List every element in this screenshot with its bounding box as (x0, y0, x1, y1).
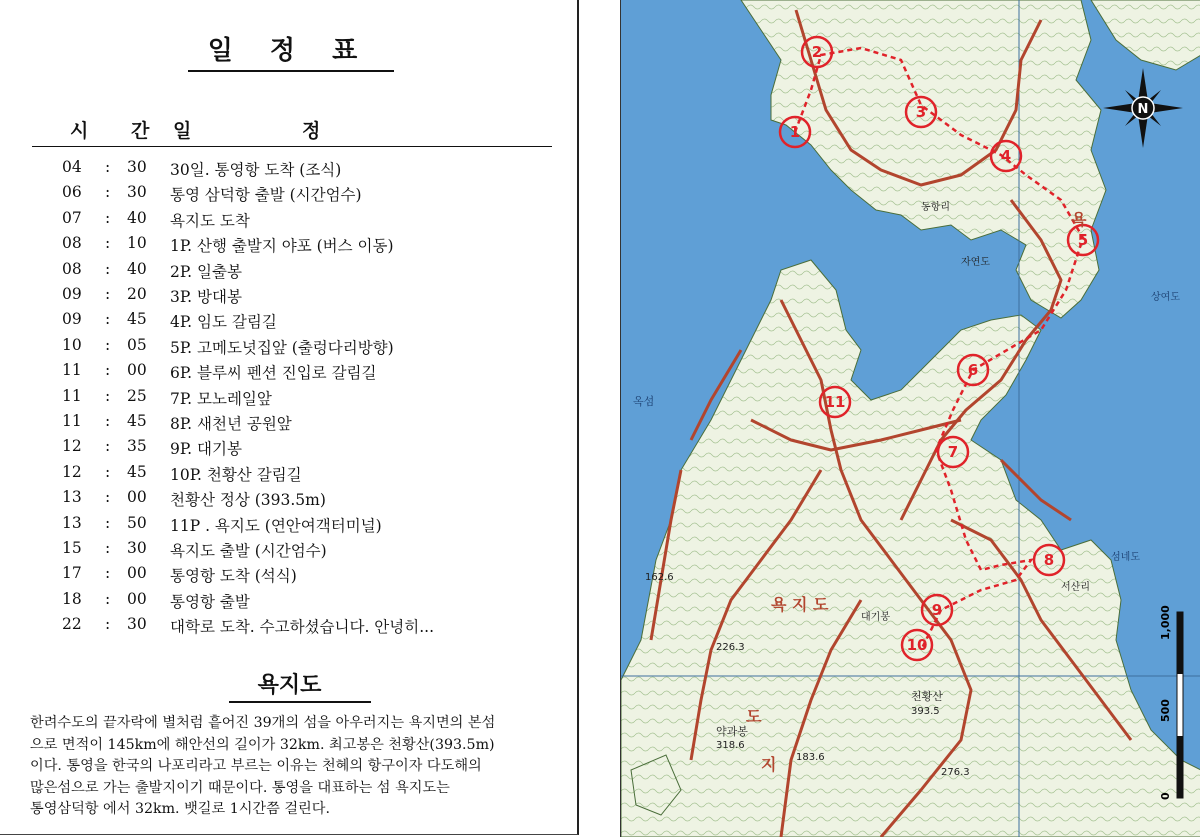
schedule-row (0, 539, 579, 564)
place-label: 천황산 (911, 690, 943, 703)
checkpoint-label: 1 (789, 123, 801, 141)
place-label: 섬네도 (1111, 552, 1140, 563)
schedule-hour: 09 (62, 310, 82, 329)
schedule-minute: 30 (127, 615, 147, 634)
place-label: 옥섬 (633, 395, 655, 408)
place-label: 대기봉 (861, 612, 890, 623)
schedule-hour: 06 (62, 183, 82, 202)
schedule-minute: 30 (127, 539, 147, 557)
schedule-minute: 45 (127, 412, 147, 430)
time-column-header: 시 간 (70, 120, 168, 142)
schedule-minute: 30 (127, 183, 147, 202)
schedule-minute: 00 (127, 589, 147, 608)
checkpoint-label: 8 (1043, 551, 1055, 569)
schedule-hour: 09 (62, 285, 82, 303)
schedule-event: 9P. 대기봉 (170, 440, 242, 459)
schedule-row (0, 564, 579, 589)
schedule-row (0, 209, 579, 234)
time-colon: : (105, 412, 111, 430)
schedule-hour: 04 (62, 158, 82, 176)
schedule-event: 1P. 산행 출발지 야포 (버스 이동) (170, 237, 394, 256)
schedule-row (0, 361, 579, 386)
schedule-event: 4P. 임도 갈림길 (170, 313, 277, 332)
place-label: 183.6 (796, 752, 825, 763)
description-line: 이다. 통영을 한국의 나포리라고 부르는 이유는 천혜의 항구이자 다도해의 (30, 758, 482, 774)
schedule-hour: 11 (62, 386, 82, 405)
time-colon: : (105, 158, 111, 176)
schedule-minute: 20 (127, 285, 147, 303)
place-label: 욕 (1071, 210, 1087, 229)
schedule-event: 2P. 일출봉 (170, 262, 242, 281)
scale-label: 500 (1159, 699, 1172, 722)
place-label: 도 (746, 707, 762, 726)
schedule-row (0, 463, 579, 488)
schedule-row (0, 183, 579, 208)
schedule-event: 3P. 방대봉 (170, 288, 242, 306)
schedule-event: 천황산 정상 (393.5m) (170, 491, 326, 510)
place-label: 서산리 (1061, 582, 1090, 593)
time-colon: : (105, 564, 111, 583)
schedule-minute: 30 (127, 158, 147, 176)
time-colon: : (105, 234, 111, 253)
place-label: 393.5 (911, 706, 940, 717)
description-line: 한려수도의 끝자락에 별처럼 흩어진 39개의 섬을 아우러지는 욕지면의 본섬 (30, 715, 496, 731)
schedule-hour: 17 (62, 564, 82, 583)
schedule-event: 30일. 통영항 도착 (조식) (170, 161, 342, 179)
checkpoint-label: 2 (811, 43, 823, 61)
place-label: 318.6 (716, 740, 745, 751)
schedule-hour: 12 (62, 462, 82, 481)
schedule-minute: 45 (127, 310, 147, 329)
plan-column-header: 일 정 (173, 120, 373, 142)
schedule-row (0, 514, 579, 539)
schedule-event: 5P. 고메도넛집앞 (출렁다리방향) (170, 338, 394, 357)
place-label: 지 (761, 755, 777, 774)
island-title-underline (229, 701, 371, 703)
schedule-minute: 40 (127, 208, 147, 227)
schedule-row (0, 336, 579, 361)
time-colon: : (105, 615, 111, 634)
schedule-hour: 11 (62, 361, 82, 380)
schedule-event: 6P. 블루씨 펜션 진입로 갈림길 (170, 364, 377, 383)
compass-label: N (1137, 102, 1149, 117)
place-label: 162.6 (645, 572, 674, 583)
time-colon: : (105, 285, 111, 303)
schedule-hour: 12 (62, 437, 82, 456)
schedule-hour: 18 (62, 589, 82, 608)
schedule-event: 11P . 욕지도 (연안여객터미널) (170, 516, 382, 535)
schedule-row (0, 285, 579, 310)
scale-label: 0 (1159, 792, 1172, 800)
schedule-event: 통영항 도착 (석식) (170, 567, 297, 586)
schedule-event: 욕지도 출발 (시간엄수) (170, 542, 327, 560)
place-label: 욕 지 도 (771, 595, 829, 614)
time-colon: : (105, 310, 111, 329)
schedule-minute: 00 (127, 564, 147, 583)
schedule-row (0, 590, 579, 615)
schedule-row (0, 158, 579, 183)
description-line: 통영삼덕항 에서 32km. 뱃길로 1시간쯤 걸린다. (30, 801, 330, 817)
checkpoint-label: 10 (906, 636, 928, 654)
schedule-row (0, 310, 579, 335)
place-label: 약과봉 (716, 725, 748, 738)
schedule-hour: 08 (62, 234, 82, 253)
schedule-row (0, 488, 579, 513)
schedule-event: 10P. 천황산 갈림길 (170, 465, 302, 484)
time-colon: : (105, 361, 111, 380)
checkpoint-label: 4 (1000, 147, 1012, 165)
schedule-event: 욕지도 도착 (170, 211, 250, 230)
fold-gap (579, 0, 620, 837)
scale-label: 1,000 (1159, 605, 1172, 640)
schedule-minute: 00 (127, 488, 147, 507)
schedule-minute: 35 (127, 437, 147, 456)
schedule-minute: 40 (127, 259, 147, 278)
schedule-hour: 11 (62, 412, 82, 430)
island-title: 욕지도 (257, 672, 322, 698)
time-colon: : (105, 259, 111, 278)
schedule-row (0, 615, 579, 640)
description-line: 많은섬으로 가는 출발지이기 때문이다. 통영을 대표하는 섬 욕지도는 (30, 779, 450, 796)
topographic-map (621, 0, 1200, 837)
checkpoint-label: 11 (824, 393, 846, 411)
time-colon: : (105, 539, 111, 557)
schedule-minute: 00 (127, 361, 147, 380)
schedule-row (0, 437, 579, 462)
title-underline (188, 70, 394, 72)
place-label: 226.3 (716, 642, 745, 653)
schedule-minute: 05 (127, 335, 147, 354)
schedule-minute: 25 (127, 386, 147, 405)
schedule-row (0, 412, 579, 437)
time-colon: : (105, 462, 111, 481)
time-colon: : (105, 488, 111, 507)
time-colon: : (105, 335, 111, 354)
island-description (30, 713, 565, 821)
schedule-hour: 22 (62, 615, 82, 634)
checkpoint-label: 7 (947, 443, 959, 461)
time-colon: : (105, 437, 111, 456)
place-label: 상여도 (1151, 292, 1180, 303)
place-label: 자연도 (961, 257, 990, 268)
time-colon: : (105, 513, 111, 532)
schedule-event: 대학로 도착. 수고하셨습니다. 안녕히... (170, 618, 435, 637)
schedule-event: 7P. 모노레일앞 (170, 389, 272, 408)
description-line: 으로 면적이 145km에 해안선의 길이가 32km. 최고봉은 천황산(393.5m) (30, 736, 495, 753)
schedule-row (0, 387, 579, 412)
schedule-hour: 13 (62, 513, 82, 532)
schedule-event: 통영항 출발 (170, 592, 250, 611)
schedule-event: 8P. 새천년 공원앞 (170, 415, 292, 433)
header-rule (32, 146, 552, 147)
schedule-minute: 50 (127, 513, 147, 532)
schedule-hour: 13 (62, 488, 82, 507)
schedule-hour: 15 (62, 539, 82, 557)
schedule-minute: 45 (127, 462, 147, 481)
schedule-event: 통영 삼덕항 출발 (시간엄수) (170, 186, 362, 205)
time-colon: : (105, 208, 111, 227)
schedule-row (0, 260, 579, 285)
schedule-hour: 07 (62, 208, 82, 227)
checkpoint-label: 9 (931, 601, 943, 619)
checkpoint-label: 5 (1077, 231, 1089, 249)
schedule-panel (0, 0, 579, 835)
schedule-title: 일 정 표 (207, 36, 372, 66)
place-label: 276.3 (941, 767, 970, 778)
schedule-minute: 10 (127, 234, 147, 253)
place-label: 동항리 (921, 202, 950, 213)
time-colon: : (105, 386, 111, 405)
time-colon: : (105, 589, 111, 608)
island-map (620, 0, 1200, 837)
checkpoint-label: 6 (967, 361, 979, 379)
schedule-hour: 10 (62, 335, 82, 354)
schedule-hour: 08 (62, 259, 82, 278)
schedule-row (0, 234, 579, 259)
time-colon: : (105, 183, 111, 202)
checkpoint-label: 3 (915, 103, 927, 121)
